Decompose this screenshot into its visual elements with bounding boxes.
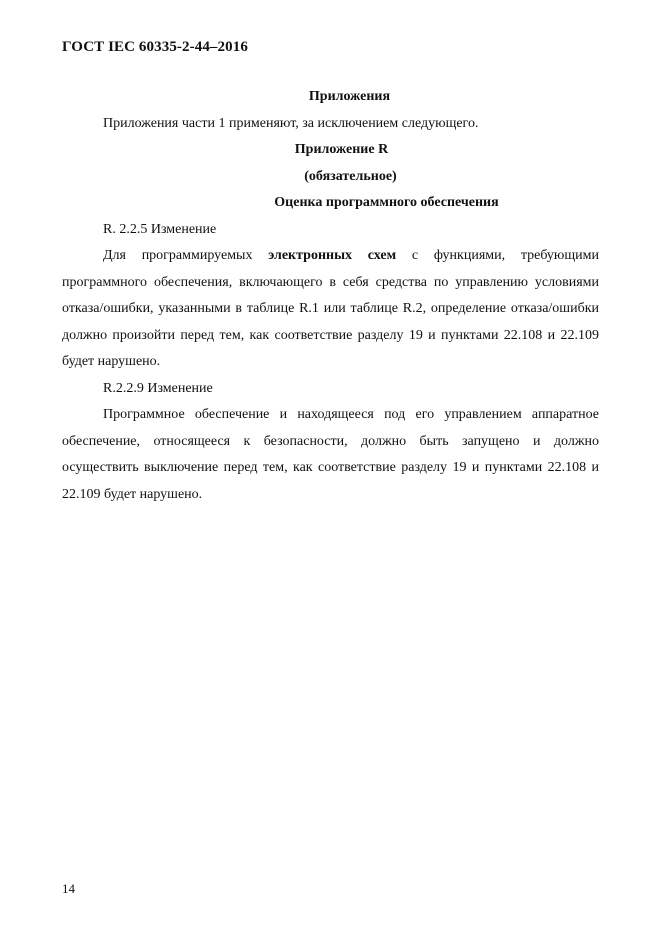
clause-1-text-end: с функциями, требующими программного обеспечения, включающего в себя средства по управлению условиями отказа/ошибки, указанными в таблице R.1 или таблице R.2, определение отказа/ошибки должно произойти перед тем, как соответствие разделу 19 и пунктами 22.108 и 22.109 будет нарушено. [62,248,600,369]
clause-1-text-start: Для программируемых [103,248,269,263]
annex-title: Приложение R [294,142,389,157]
appendices-intro: Приложения части 1 применяют, за исключением следующего. [103,115,479,131]
appendices-title: Приложения [308,89,391,104]
clause-1-heading: R. 2.2.5 Изменение [103,221,217,237]
clause-1-text [62,243,599,376]
annex-subject: Оценка программного обеспечения [274,195,499,210]
annex-status: (обязательное) [304,168,397,184]
clause-2-heading: R.2.2.9 Изменение [103,380,213,396]
page-number: 14 [62,881,75,896]
clause-1-bold-term: электронных схем [268,248,397,263]
page-content [62,84,599,508]
standard-code-header: ГОСТ IEC 60335-2-44–2016 [62,39,248,55]
clause-2-text: Программное обеспечение и находящееся под его управлением аппаратное обеспечение, относящееся к безопасности, должно быть запущено и должно осуществить выключение перед тем, как соответствие разделу 19 и пунктами 22.108 и 22.109 будет нарушено. [62,407,599,502]
